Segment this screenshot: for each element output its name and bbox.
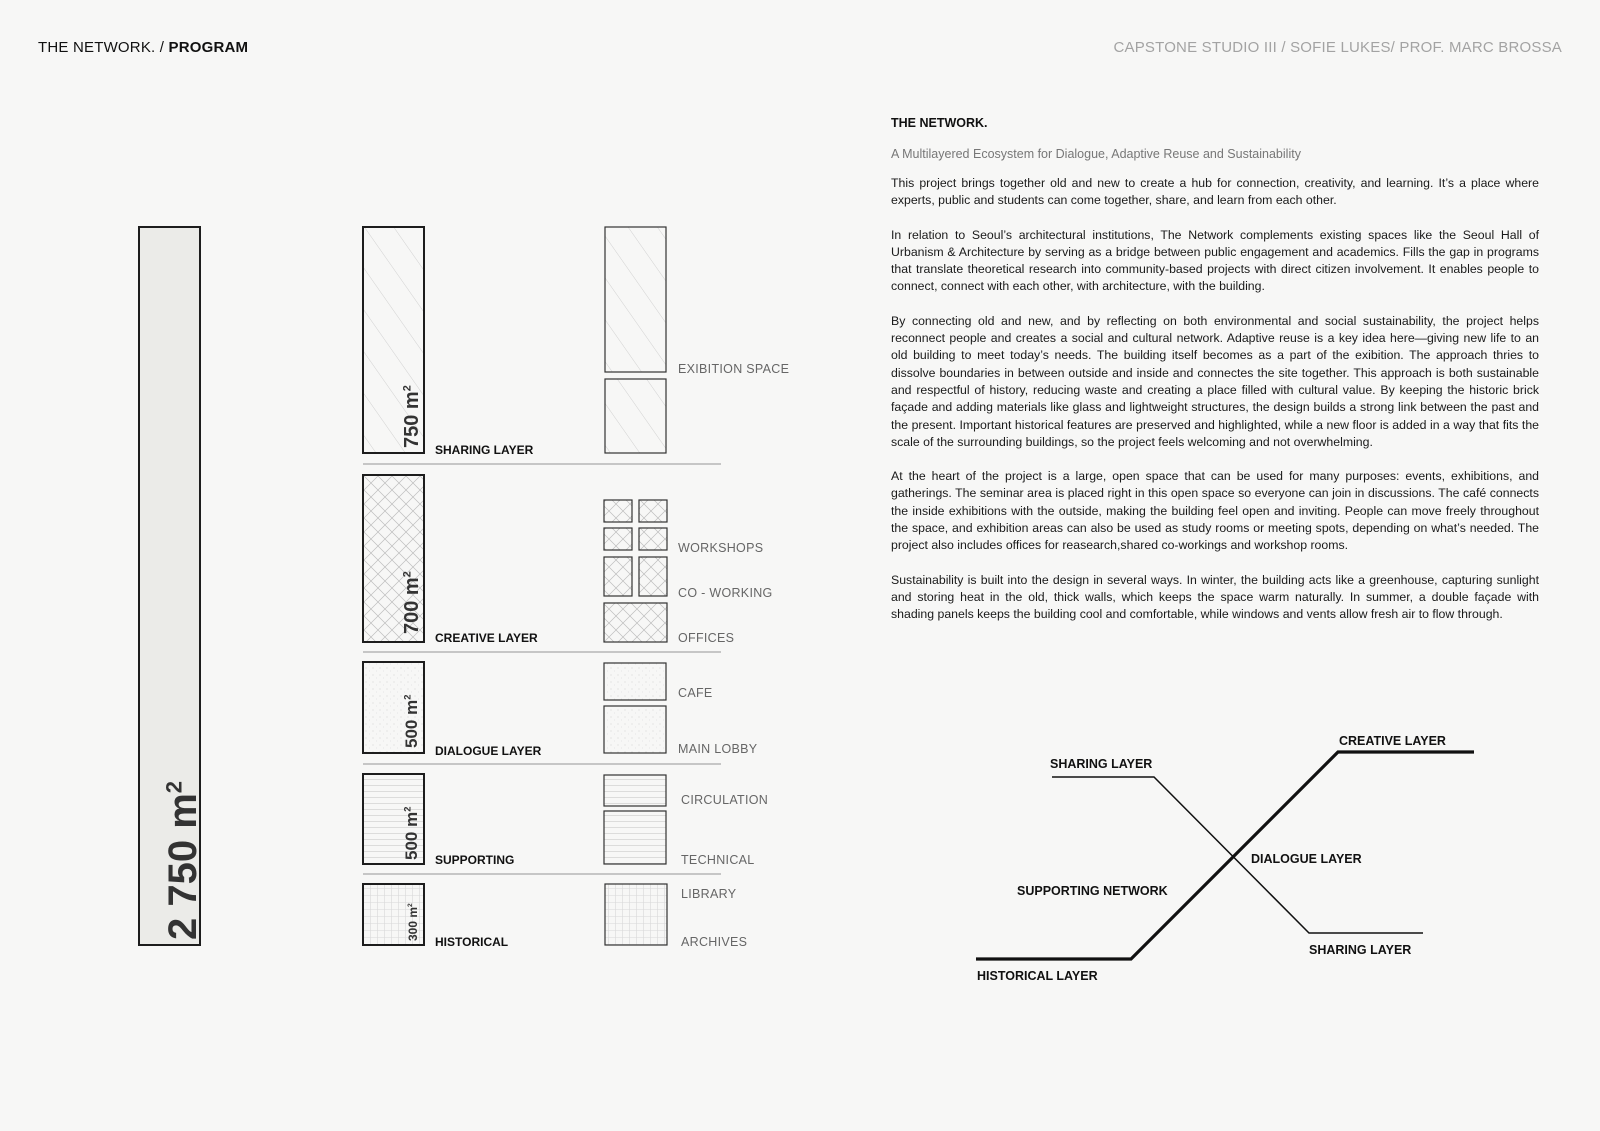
text-subtitle: A Multilayered Ecosystem for Dialogue, Adaptive Reuse and Sustainability (891, 147, 1301, 161)
historical-area-label: 300 $m^2$ (406, 903, 420, 941)
use-label-technical: TECHNICAL (681, 853, 755, 867)
exhibition-box (605, 227, 666, 372)
cafe-box (604, 663, 666, 700)
sharing-area-label: 750 $m^2$ (401, 385, 423, 448)
dialogue-layer-label: DIALOGUE LAYER (435, 744, 542, 758)
use-label-coworking: CO - WORKING (678, 586, 773, 600)
creative-area-label: 700 $m^2$ (401, 571, 423, 634)
sharing-layer-label: SHARING LAYER (435, 443, 534, 457)
coworking-box (639, 557, 667, 596)
coworking-box (604, 557, 632, 596)
x-label-dialogue: DIALOGUE LAYER (1251, 852, 1362, 866)
technical-box (604, 811, 666, 864)
use-label-exhibition: EXIBITION SPACE (678, 362, 790, 376)
use-label-workshops: WORKSHOPS (678, 541, 764, 555)
paragraph: In relation to Seoul’s architectural institutions, The Network complements existing spaces like the Seoul Hall of Urbanism & Architecture by serving as a bridge between public engagement and academics. Fills the gap in programs that translate theoretical research into community-based projects with direct citizen involvement. It enables people to connect, connect with each other, with architecture, with the building. (891, 227, 1539, 294)
text-body (891, 175, 1539, 624)
use-label-offices: OFFICES (678, 631, 735, 645)
use-label-library: LIBRARY (681, 887, 737, 901)
total-area-label: 2 750 $m^2$ (161, 780, 205, 940)
header-prefix: THE NETWORK. / (38, 39, 169, 56)
description-text-column (891, 116, 1539, 641)
creative-layer-label: CREATIVE LAYER (435, 631, 538, 645)
supporting-area-label: 500 $m^2$ (402, 806, 421, 860)
offices-box (604, 603, 667, 642)
historical-layer-label: HISTORICAL (435, 935, 509, 949)
use-label-cafe: CAFE (678, 686, 713, 700)
paragraph: By connecting old and new, and by reflecting on both environmental and social sustainability, the project helps reconnect people and creates a social and cultural network. Adaptive reuse is a key idea here—giving new life to an old building to meet today’s needs. The building itself becomes as a part of the exibition. The approach thries to dissolve boundaries in between outside and inside and connectes the site together. This approach is both sustainable and respectful of history, reducing waste and creating a place filled with cultural value. By keeping the historic brick façade and adding materials like glass and lightweight structures, the design builds a strong link between the past and the present. Important historical features are preserved and highlighted, while a new floor is added in a way that fits the scale of the surrounding buildings, so the project feels welcoming and not overwhelming. (891, 313, 1539, 449)
paragraph: Sustainability is built into the design in several ways. In winter, the building acts like a greenhouse, capturing sunlight and storing heat in the old, thick walls, which keeps the space warm naturally. In summer, a double façade with shading panels keeps the building cool and comfortable, while windows and vents allow fresh air to flow through. (891, 572, 1539, 622)
header-section: PROGRAM (168, 39, 249, 56)
text-title: THE NETWORK. (891, 116, 988, 130)
workshop-box (604, 528, 632, 550)
x-label-sharing-top: SHARING LAYER (1050, 757, 1153, 771)
library-archives-box (605, 884, 667, 945)
use-label-archives: ARCHIVES (681, 935, 748, 949)
dialogue-area-label: 500 $m^2$ (402, 694, 421, 748)
x-label-historical: HISTORICAL LAYER (977, 969, 1098, 983)
x-label-supporting: SUPPORTING NETWORK (1017, 884, 1168, 898)
historical-creative-line (976, 752, 1474, 959)
workshop-box (604, 500, 632, 522)
paragraph: This project brings together old and new to create a hub for connection, creativity, and learning. It’s a place where experts, public and students can come together, share, and learn from each other. (891, 176, 1539, 208)
x-label-creative: CREATIVE LAYER (1339, 734, 1446, 748)
lobby-box (604, 706, 666, 753)
x-label-sharing-bottom: SHARING LAYER (1309, 943, 1412, 957)
circulation-box (604, 775, 666, 806)
paragraph: At the heart of the project is a large, open space that can be used for many purposes: events, exhibitions, and gatherings. The seminar area is placed right in this open space so everyone can join in discussions. The café connects the inside exhibitions with the outside, making the building feel open and inviting. People can move freely throughout the space, and exhibition areas can also be used as study rooms or meeting spots, depending on what’s needed. The project also includes offices for reasearch,shared co-workings and workshop rooms. (891, 469, 1539, 553)
use-label-circulation: CIRCULATION (681, 793, 769, 807)
workshop-box (639, 500, 667, 522)
exhibition-box (605, 379, 666, 453)
workshop-box (639, 528, 667, 550)
use-label-lobby: MAIN LOBBY (678, 742, 758, 756)
page-header-credits: CAPSTONE STUDIO III / SOFIE LUKES/ PROF. MARC BROSSA (1113, 39, 1562, 56)
supporting-layer-label: SUPPORTING (435, 853, 515, 867)
sharing-line (1052, 777, 1423, 933)
